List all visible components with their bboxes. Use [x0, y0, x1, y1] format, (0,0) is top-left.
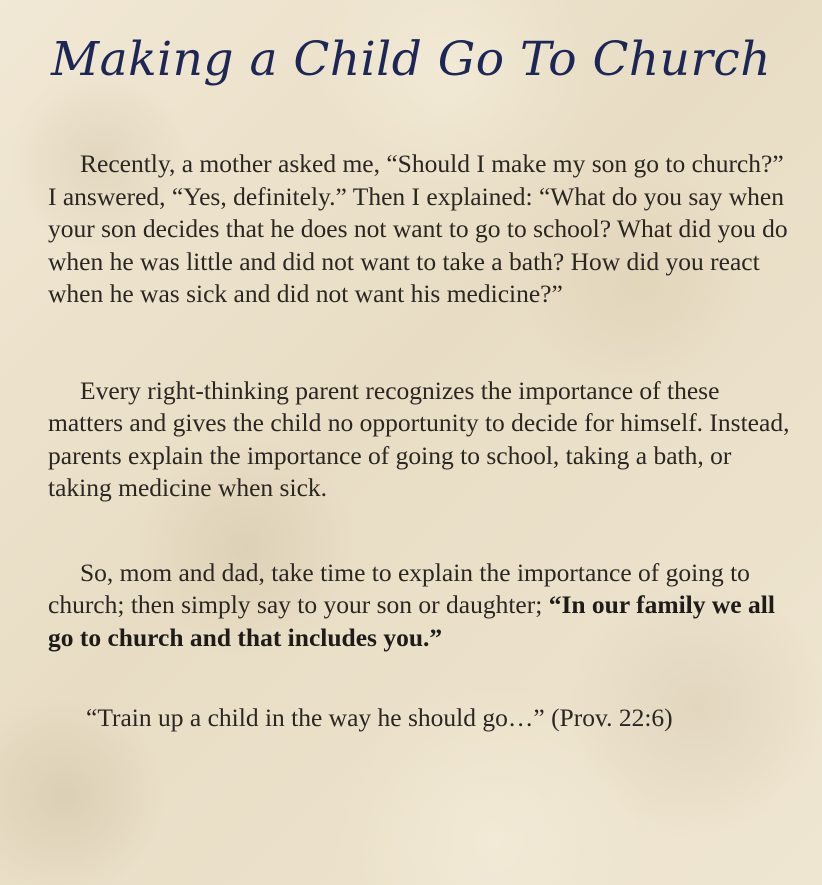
closing-paragraph-text: So, mom and dad, take time to explain the importance of going to church; then simply say to your son or daughter;: [48, 557, 750, 619]
scripture-quote: “Train up a child in the way he should go…” (Prov. 22:6): [86, 703, 673, 732]
paragraph-right-thinking-parent: Every right-thinking parent recognizes the importance of these matters and gives the child no opportunity to decide for himself. Instead, parents explain the importance of going to school, taking a bath, or taking medicine when sick.: [48, 375, 790, 502]
article-body: [48, 148, 793, 735]
paragraph-mother-question: Recently, a mother asked me, “Should I make my son go to church?” I answered, “Yes, definitely.” Then I explained: “What do you say when your son decides that he does not want to go to school? What did you do when he was little and did not want to take a bath? How did you react when he was sick and did not want his medicine?”: [48, 149, 788, 308]
paragraph-mom-and-dad: [48, 557, 793, 655]
page-title: Making a Child Go To Church: [50, 32, 771, 87]
closing-paragraph-emphasis: “In our family we all go to church and that includes you.”: [48, 590, 775, 652]
